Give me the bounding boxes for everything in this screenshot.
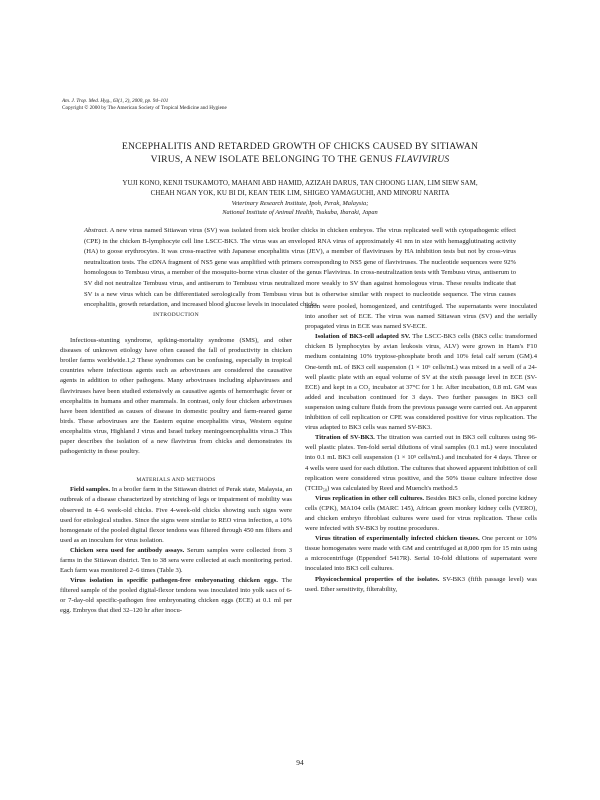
physicochemical-lead: Physicochemical properties of the isolates. (315, 575, 440, 583)
bk3-isolation-paragraph (305, 332, 537, 433)
journal-citation: Am. J. Trop. Med. Hyg., 63(1, 2), 2000, pp. 94–101 (62, 98, 169, 104)
bk3-isolation-text: The LSCC-BK3 cells (BK3 cells: transformed chicken B lymphocytes by avian leukosis virus, ALV) were grown in Ham's F10 medium containing 10% tryptose-phosphate broth and 10% fetal calf serum (GM).4 One-tenth mL of BK3 cell suspension (1 × 10⁶ cells/mL) was mixed in a well of a 24-well plastic plate with an equal volume of SV at the sixth passage level in ECE (SV-ECE) and kept in a CO₂ incubator at 37°C for 1 hr. After incubation, 0.8 mL GM was added and incubation continued for 3 days. Two further passages in BK3 cell suspension using culture fluids from the previous passage were carried out. An apparent inhibition of cell replication or CPE was considered positive for virus replication. The virus adapted to BK3 cells was named SV-BK3. (305, 333, 538, 432)
replication-paragraph (305, 494, 537, 534)
bk3-isolation-lead: Isolation of BK3-cell adapted SV. (315, 333, 411, 341)
field-samples-lead: Field samples. (70, 486, 111, 494)
copyright-line: Copyright © 2000 by The American Society of Tropical Medicine and Hygiene (62, 105, 227, 111)
title-line-2-main: VIRUS, A NEW ISOLATE BELONGING TO THE GENUS (150, 154, 396, 165)
tissue-titration-lead: Virus titration of experimentally infected chicken tissues. (315, 535, 480, 543)
title-line-2 (60, 153, 540, 166)
journal-header (62, 98, 542, 112)
chicken-sera-text: Serum samples were collected from 3 farms in the Sitiawan district. Ten to 38 sera were collected at each monitoring period. Each farm was monitored 2–6 times (Table 3). (60, 546, 292, 575)
page-number: 94 (296, 758, 304, 767)
title-line-1: ENCEPHALITIS AND RETARDED GROWTH OF CHICKS CAUSED BY SITIAWAN (121, 141, 479, 152)
authors-line-1: YUJI KONO, KENJI TSUKAMOTO, MAHANI ABD HAMID, AZIZAH DARUS, TAN CHOONG LIAN, LIM SIEW SAM, (122, 179, 478, 187)
introduction-paragraph: Infectious-stunting syndrome, spiking-mortality syndrome (SMS), and other diseases of unknown etiology have often caused the fall of productivity in chicken broiler farms worldwide.1,2 These syndromes can be confusing, especially in tropical countries where infectious agents such as arboviruses are considered the causative agents in addition to other pathogens. Many arboviruses including alphaviruses and flaviviruses have been studied extensively as causative agents of hemorrhagic fever or encephalitis in humans and other mammals. In contrast, only four chicken arboviruses have been identified as causes of disease in domestic poultry and farm-reared game birds. These arboviruses are the Eastern equine encephalitis virus, Western equine encephalitis virus, Highland J virus and Israel turkey meningoencephalitis virus.3 This paper describes the isolation of a new flavivirus from chicks and demonstrates its pathogenicity in these poultry. (60, 337, 292, 456)
virus-isolation-text: The filtered sample of the pooled digital-flexor tendons was inoculated into yolk sacs of 6- or 7-day-old specific-pathogen free embryonating chicken eggs (ECE) at 0.1 ml per egg. Embryos that died 32–120 hr after inocu- (60, 577, 292, 615)
virus-isolation-paragraph (60, 576, 292, 616)
title-genus: FLAVIVIRUS (395, 154, 450, 165)
abstract (84, 226, 516, 311)
field-samples-text: In a broiler farm in the Sitiawan district of Perak state, Malaysia, an outbreak of a disease characterized by stretching of legs or impairment of mobility was observed in 4–6 week-old chicks. Five 4-week-old chicks showing such signs were used for etiological studies. Since the signs were similar to REO virus infection, a 10% homogenate of the pooled digital flexor tendons was filtered through 450 nm filters and used as an inoculum for virus isolation. (60, 486, 292, 544)
physicochemical-text: SV-BK3 (fifth passage level) was used. Ether sensitivity, filterability, (305, 575, 537, 593)
field-samples-paragraph (60, 485, 292, 546)
affiliations (60, 199, 540, 217)
left-column (60, 310, 292, 617)
chicken-sera-paragraph (60, 546, 292, 576)
abstract-label: Abstract. (84, 227, 108, 234)
replication-text: Besides BK3 cells, cloned porcine kidney cells (CPK), MA104 cells (MARC 145), African green monkey kidney cells (VERO), and chicken embryo fibroblast cultures were used for virus replication. These cells were infected with SV-BK3 by routine procedures. (305, 494, 537, 533)
titration-paragraph (305, 433, 537, 494)
introduction-heading: INTRODUCTION (153, 312, 199, 318)
continued-paragraph: lation were pooled, homogenized, and centrifuged. The supernatants were inoculated into another set of ECE. The virus was named Sitiawan virus (SV) and the serially propagated virus in ECE was named SV-ECE. (305, 303, 537, 331)
tissue-titration-text: One percent or 10% tissue homogenates were made with GM and centrifuged at 8,000 rpm for 15 min using a microcentrifuge (Eppendorf 5417R). Serial 10-fold dilutions of supernatant were inoculated into BK3 cell cultures. (305, 535, 537, 573)
author-list (60, 178, 540, 198)
titration-text: The titration was carried out in BK3 cell cultures using 96-well plastic plates. Ten-fold serial dilutions of viral samples (0.1 mL) were inoculated into 0.1 mL BK3 cell suspension (1 × 10⁵ cells/mL) and incubated for 4 days. Three or 4 wells were used for each dilution. The cultures that showed apparent inhibition of cell replication were considered virus positive, and the 50% tissue culture infective dose (TCID₅₀) was calculated by Reed and Muench's method.5 (305, 434, 537, 492)
abstract-text: A new virus named Sitiawan virus (SV) was isolated from sick broiler chicks in chicken embryos. The virus replicated well with cytopathogenic effect (CPE) in the chicken B-lymphocyte cell line LSCC-BK3. The virus was an enveloped RNA virus of approximately 41 nm in size with hemagglutinating activity (HA) to goose erythrocytes. It was cross-reactive with Japanese encephalitis virus (JEV), a member of flaviviruses by HA inhibition tests but not by cross-virus neutralization tests. The cDNA fragment of NS5 gene was amplified with primers corresponding to NS5 gene of flaviviruses. The nucleotide sequences were 92% homologous to Tembusu virus, a member of the mosquito-borne virus cluster of the genus Flavivirus. In cross-neutralization tests with Tembusu virus, antiserum to SV did not neutralize Tembusu virus, and antiserum to Tembusu virus neutralized more weakly to SV than against homologous virus. These results indicate that SV is a new virus which can be differentiated serologically from Tembusu virus but is otherwise similar with respect to nucleotide sequence. The virus causes encephalitis, growth retardation, and increased blood glucose levels in inoculated chicks. (84, 227, 516, 309)
methods-heading: MATERIALS AND METHODS (136, 477, 216, 484)
affiliation-2: National Institute of Animal Health, Tsukuba, Ibaraki, Japan (222, 209, 378, 216)
article-title (60, 140, 540, 166)
chicken-sera-lead: Chicken sera used for antibody assays. (70, 546, 185, 554)
physicochemical-paragraph (305, 575, 537, 595)
tissue-titration-paragraph (305, 534, 537, 574)
titration-lead: Titration of SV-BK3. (315, 434, 375, 442)
authors-line-2: CHEAH NGAN YOK, KU BI DI, KEAN TEIK LIM, SHIGEO YAMAGUCHI, AND MINORU NARITA (150, 189, 450, 197)
right-column (305, 302, 537, 595)
replication-lead: Virus replication in other cell cultures. (315, 494, 425, 502)
virus-isolation-lead: Virus isolation in specific pathogen-free embryonating chicken eggs. (70, 577, 278, 585)
affiliation-1: Veterinary Research Institute, Ipoh, Perak, Malaysia; (231, 200, 369, 207)
